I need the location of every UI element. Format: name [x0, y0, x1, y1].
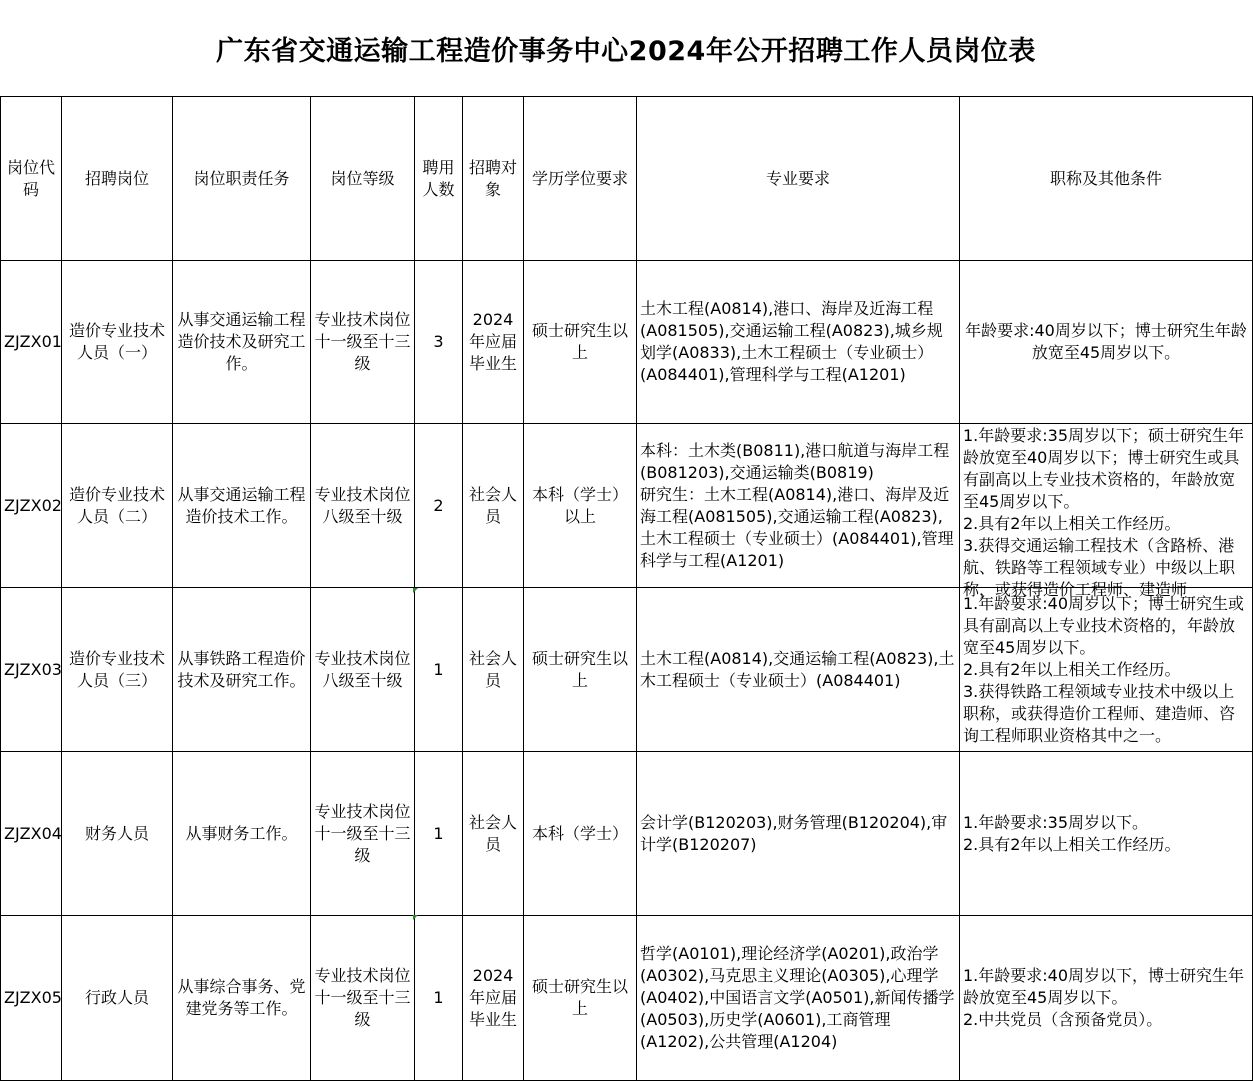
- cell-duty: 从事交通运输工程造价技术工作。: [173, 424, 311, 588]
- cell-comment-marker: [413, 915, 418, 920]
- cell-major: 本科：土木类(B0811),港口航道与海岸工程(B081203),交通运输类(B0819) 研究生：土木工程(A0814),港口、海岸及近海工程(A081505),交通运输工程(A0823),土木工程硕士（专业硕士）(A084401),管理科学与工程(A1201): [637, 424, 960, 588]
- recruitment-table: [0, 96, 1253, 1081]
- cell-position: 行政人员: [62, 916, 173, 1081]
- cell-duty: 从事综合事务、党建党务等工作。: [173, 916, 311, 1081]
- cell-other: 1.年龄要求:40周岁以下；博士研究生或具有副高以上专业技术资格的，年龄放宽至45周岁以下。 2.具有2年以上相关工作经历。 3.获得铁路工程领域专业技术中级以上职称，或获得造价工程师、建造师、咨询工程师职业资格其中之一。: [960, 588, 1253, 752]
- cell-duty: 从事财务工作。: [173, 752, 311, 916]
- cell-count: 1: [415, 588, 463, 752]
- cell-grade: 专业技术岗位十一级至十三级: [311, 752, 415, 916]
- cell-position: 造价专业技术人员（一）: [62, 261, 173, 424]
- cell-grade: 专业技术岗位十一级至十三级: [311, 916, 415, 1081]
- cell-count: 2: [415, 424, 463, 588]
- cell-education: 本科（学士）: [524, 752, 637, 916]
- cell-grade: 专业技术岗位八级至十级: [311, 424, 415, 588]
- cell-target: 社会人员: [463, 752, 524, 916]
- header-education: 学历学位要求: [524, 97, 637, 261]
- cell-comment-marker: [413, 588, 418, 593]
- table-row: [1, 588, 1253, 752]
- cell-code: ZJZX04: [1, 752, 62, 916]
- cell-other-text: 1.年龄要求:35周岁以下；硕士研究生年龄放宽至40周岁以下；博士研究生或具有副高以上专业技术资格的，年龄放宽至45周岁以下。 2.具有2年以上相关工作经历。 3.获得交通运输工程技术（含路桥、港航、铁路等工程领域专业）中级以上职称，或获得造价工程师、建造师: [963, 425, 1245, 599]
- header-other: 职称及其他条件: [960, 97, 1253, 261]
- cell-education: 硕士研究生以上: [524, 916, 637, 1081]
- table-row: [1, 424, 1253, 588]
- cell-target: 2024年应届毕业生: [463, 261, 524, 424]
- cell-code: ZJZX01: [1, 261, 62, 424]
- header-target: 招聘对象: [463, 97, 524, 261]
- cell-count: 1: [415, 752, 463, 916]
- cell-duty: 从事铁路工程造价技术及研究工作。: [173, 588, 311, 752]
- header-code: 岗位代码: [1, 97, 62, 261]
- cell-code: ZJZX03: [1, 588, 62, 752]
- cell-target: 社会人员: [463, 424, 524, 588]
- table-row: [1, 916, 1253, 1081]
- cell-major: 土木工程(A0814),交通运输工程(A0823),土木工程硕士（专业硕士）(A084401): [637, 588, 960, 752]
- title-area: [0, 0, 1252, 96]
- cell-education: 硕士研究生以上: [524, 588, 637, 752]
- header-row: [1, 97, 1253, 261]
- table-row: [1, 752, 1253, 916]
- cell-target: 社会人员: [463, 588, 524, 752]
- cell-major: 土木工程(A0814),港口、海岸及近海工程(A081505),交通运输工程(A0823),城乡规划学(A0833),土木工程硕士（专业硕士）(A084401),管理科学与工程(A1201): [637, 261, 960, 424]
- header-grade: 岗位等级: [311, 97, 415, 261]
- table-row: [1, 261, 1253, 424]
- header-position: 招聘岗位: [62, 97, 173, 261]
- header-duty: 岗位职责任务: [173, 97, 311, 261]
- header-major: 专业要求: [637, 97, 960, 261]
- cell-position: 造价专业技术人员（三）: [62, 588, 173, 752]
- cell-code: ZJZX05: [1, 916, 62, 1081]
- cell-duty: 从事交通运输工程造价技术及研究工作。: [173, 261, 311, 424]
- cell-position: 造价专业技术人员（二）: [62, 424, 173, 588]
- cell-other: [960, 424, 1253, 599]
- cell-major: 哲学(A0101),理论经济学(A0201),政治学(A0302),马克思主义理论(A0305),心理学(A0402),中国语言文学(A0501),新闻传播学(A0503),历史学(A0601),工商管理(A1202),公共管理(A1204): [637, 916, 960, 1081]
- cell-grade: 专业技术岗位八级至十级: [311, 588, 415, 752]
- cell-major: 会计学(B120203),财务管理(B120204),审计学(B120207): [637, 752, 960, 916]
- header-count: 聘用人数: [415, 97, 463, 261]
- cell-education: 本科（学士）以上: [524, 424, 637, 588]
- cell-other: 年龄要求:40周岁以下；博士研究生年龄放宽至45周岁以下。: [960, 261, 1253, 424]
- cell-target: 2024年应届毕业生: [463, 916, 524, 1081]
- cell-position: 财务人员: [62, 752, 173, 916]
- cell-other: 1.年龄要求:40周岁以下，博士研究生年龄放宽至45周岁以下。 2.中共党员（含预备党员）。: [960, 916, 1253, 1081]
- page-title: 广东省交通运输工程造价事务中心2024年公开招聘工作人员岗位表: [216, 35, 1036, 67]
- cell-education: 硕士研究生以上: [524, 261, 637, 424]
- cell-code: ZJZX02: [1, 424, 62, 588]
- cell-other: 1.年龄要求:35周岁以下。 2.具有2年以上相关工作经历。: [960, 752, 1253, 916]
- cell-grade: 专业技术岗位十一级至十三级: [311, 261, 415, 424]
- cell-count: 3: [415, 261, 463, 424]
- cell-count: 1: [415, 916, 463, 1081]
